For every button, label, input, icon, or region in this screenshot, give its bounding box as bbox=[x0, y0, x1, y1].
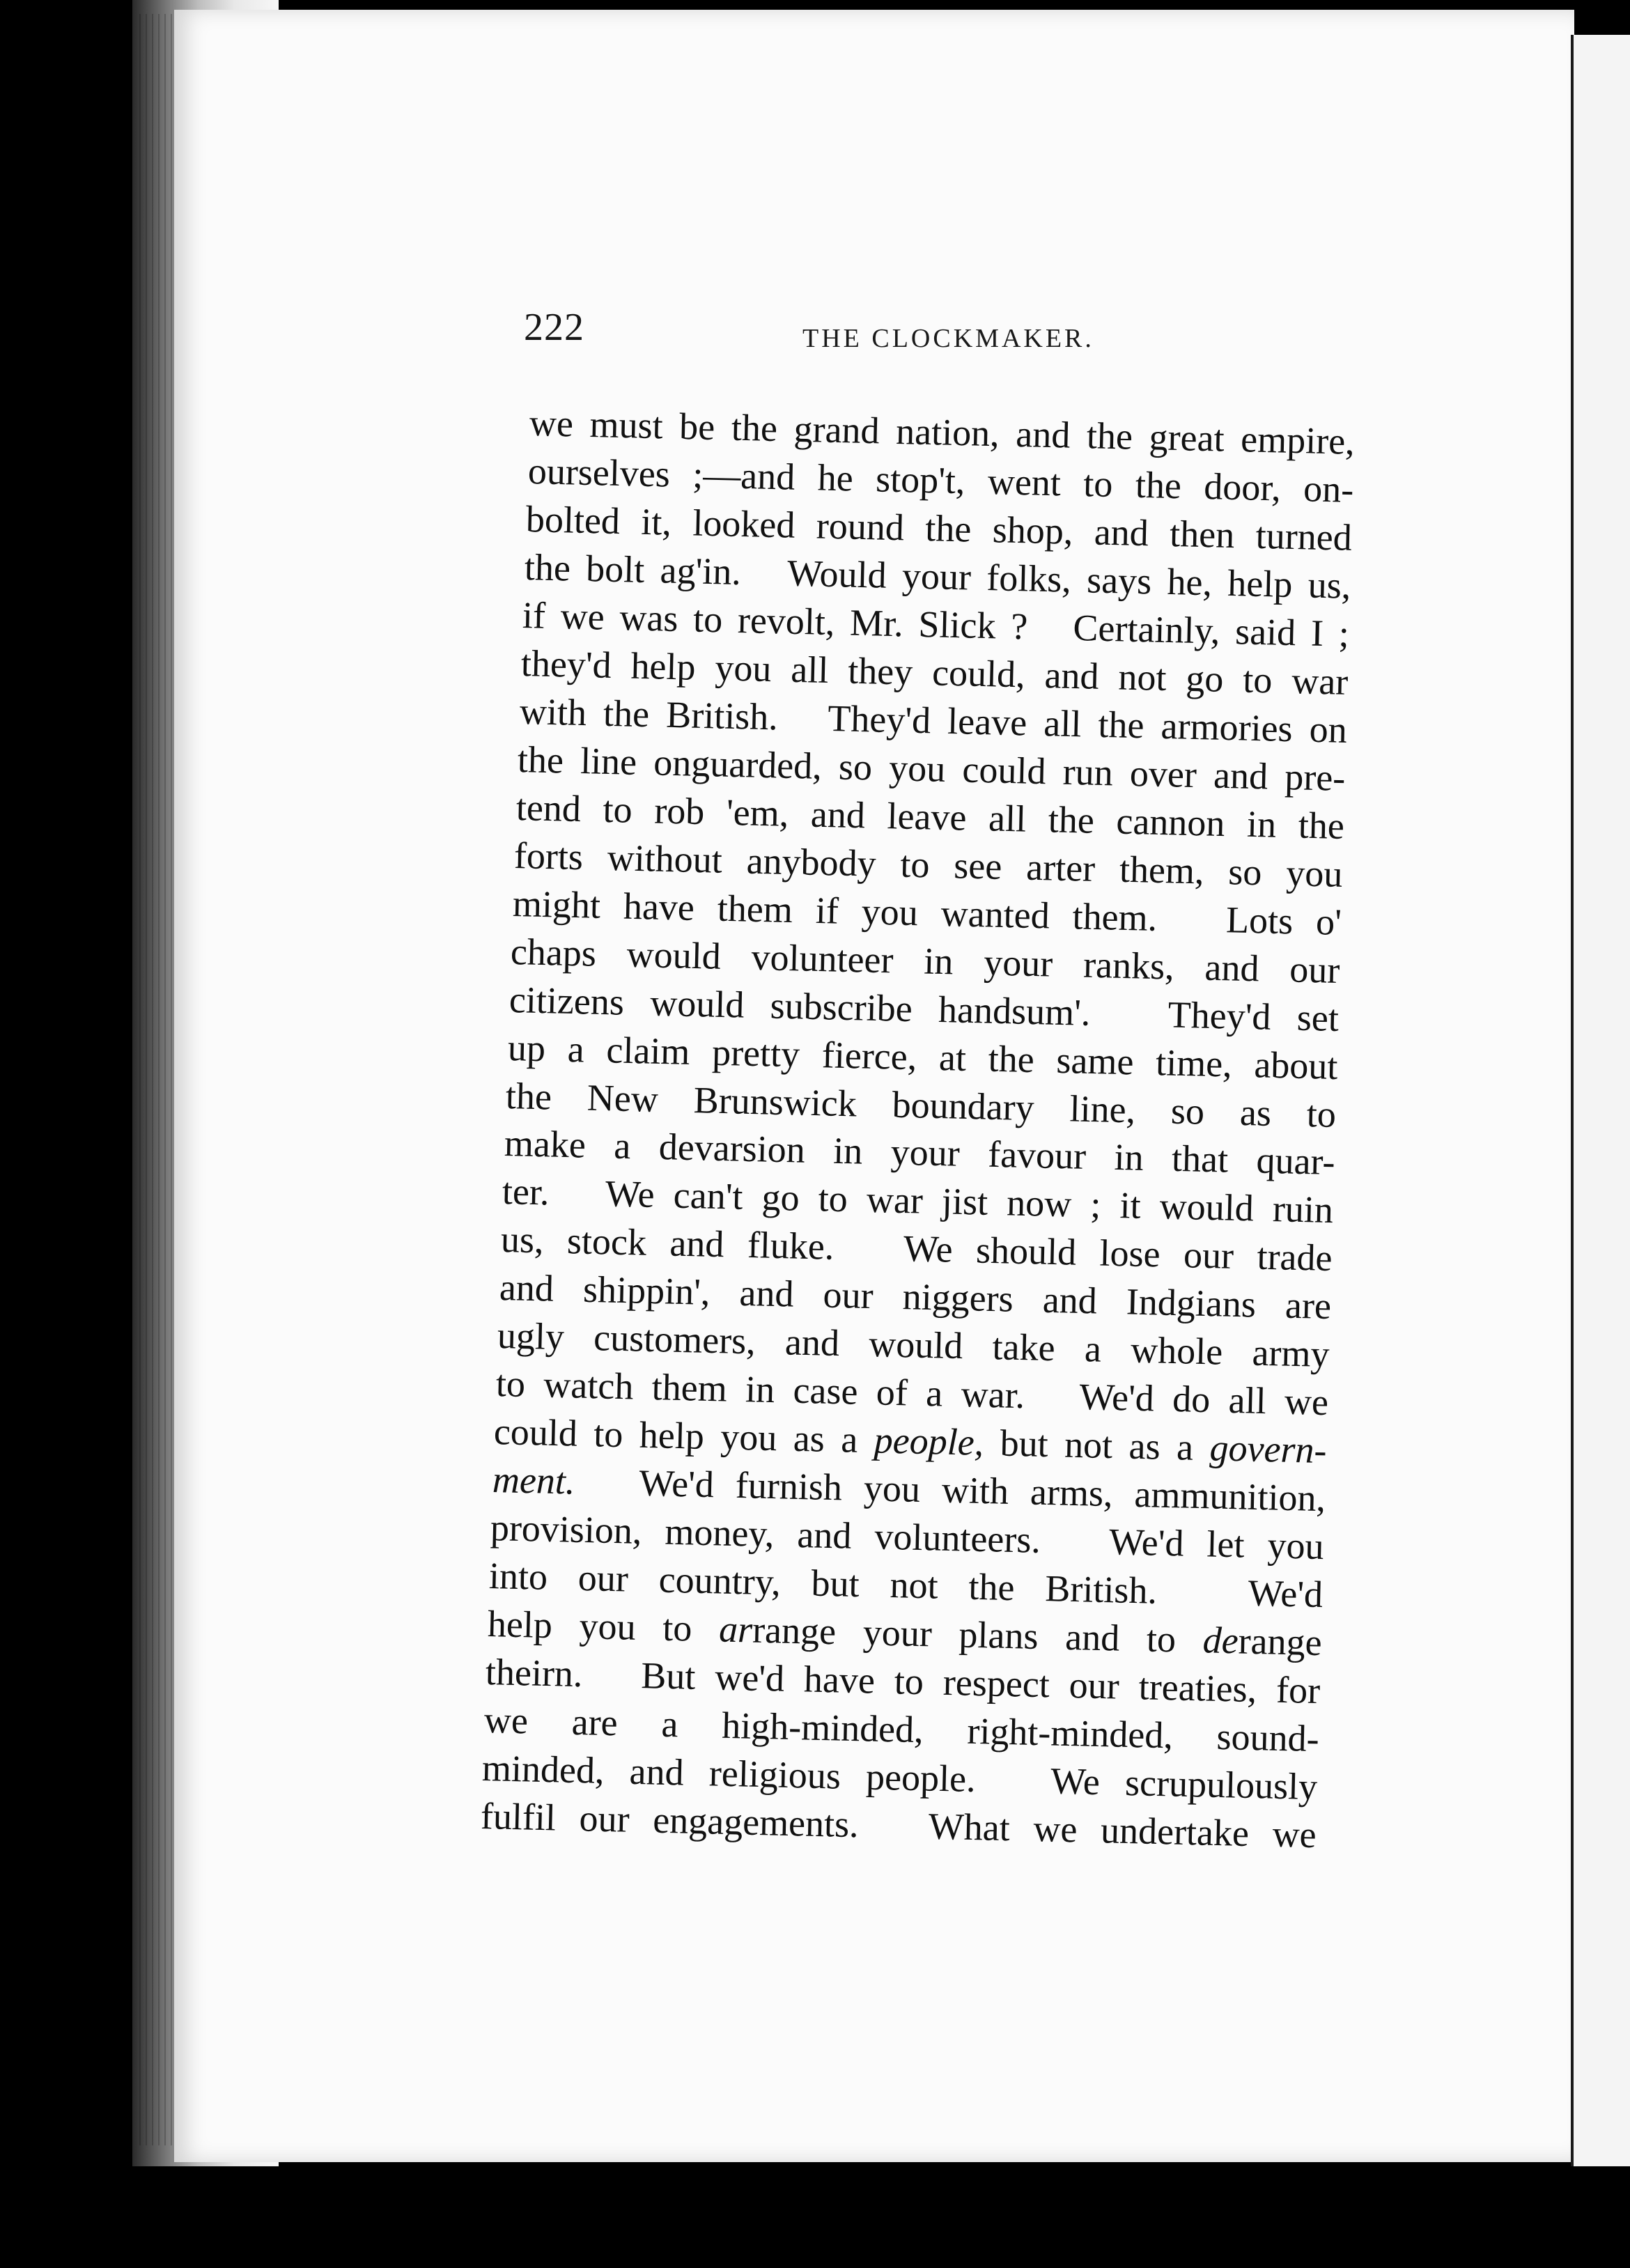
text-segment: provision, money, and volunteers. We'd let you bbox=[490, 1507, 1325, 1568]
text-segment: the line onguarded, so you could run over and pre- bbox=[517, 738, 1346, 799]
text-segment: ourselves ;—and he stop't, went to the door, on- bbox=[527, 449, 1354, 511]
text-segment: the New Brunswick boundary line, so as to bbox=[505, 1074, 1337, 1135]
text-segment: the bolt ag'in. Would your folks, says he, help us, bbox=[524, 545, 1351, 607]
text-segment: up a claim pretty fierce, at the same time, about bbox=[506, 1026, 1338, 1087]
page-number: 222 bbox=[524, 306, 584, 349]
text-segment: might have them if you wanted them. Lots o' bbox=[512, 882, 1342, 943]
text-segment: they'd help you all they could, and not go to war bbox=[520, 642, 1349, 703]
italic-text: de bbox=[1202, 1619, 1239, 1662]
text-segment: chaps would volunteer in your ranks, and our bbox=[510, 930, 1341, 991]
text-segment: could to help you as a bbox=[493, 1411, 875, 1461]
running-head: THE CLOCKMAKER. bbox=[802, 324, 1094, 353]
text-segment: make a devarsion in your favour in that quar- bbox=[504, 1122, 1335, 1183]
facing-page-edge bbox=[1571, 35, 1630, 2166]
page-header bbox=[524, 305, 1151, 361]
text-segment: if we was to revolt, Mr. Slick ? Certainly, said I ; bbox=[522, 593, 1350, 655]
text-segment: into our country, but not the British. We'd bbox=[488, 1555, 1324, 1616]
text-segment: ugly customers, and would take a whole army bbox=[497, 1314, 1330, 1376]
text-segment: range bbox=[1237, 1620, 1322, 1664]
text-segment: range your plans and to bbox=[752, 1608, 1204, 1661]
text-segment: forts without anybody to see arter them, so you bbox=[513, 834, 1344, 895]
italic-text: people, bbox=[874, 1419, 985, 1464]
text-segment: we must be the grand nation, and the great empire, bbox=[529, 402, 1356, 463]
text-segment: with the British. They'd leave all the armories on bbox=[518, 690, 1347, 751]
text-segment: fulfil our engagements. What we undertake we bbox=[480, 1795, 1317, 1856]
text-segment: tend to rob 'em, and leave all the cannon in the bbox=[515, 786, 1345, 847]
text-segment: theirn. But we'd have to respect our treaties, for bbox=[485, 1651, 1321, 1712]
text-segment: citizens would subscribe handsum'. They'd set bbox=[509, 978, 1340, 1039]
italic-text: ment. bbox=[492, 1459, 576, 1502]
text-segment: We'd furnish you with arms, ammunition, bbox=[574, 1460, 1326, 1520]
text-segment: minded, and religious people. We scrupulously bbox=[481, 1747, 1319, 1808]
text-segment: and shippin', and our niggers and Indgians are bbox=[498, 1266, 1332, 1328]
text-segment: but not as a bbox=[983, 1422, 1211, 1469]
text-segment: us, stock and fluke. We should lose our trade bbox=[500, 1218, 1333, 1280]
italic-text: govern- bbox=[1209, 1427, 1328, 1472]
text-segment: help you to bbox=[486, 1603, 720, 1650]
text-segment: bolted it, looked round the shop, and then turned bbox=[525, 497, 1353, 559]
text-segment: to watch them in case of a war. We'd do all we bbox=[495, 1362, 1329, 1424]
italic-text: ar bbox=[718, 1608, 753, 1651]
text-segment: ter. We can't go to war jist now ; it would ruin bbox=[502, 1170, 1335, 1232]
text-segment: we are a high-minded, right-minded, sound- bbox=[483, 1699, 1320, 1760]
